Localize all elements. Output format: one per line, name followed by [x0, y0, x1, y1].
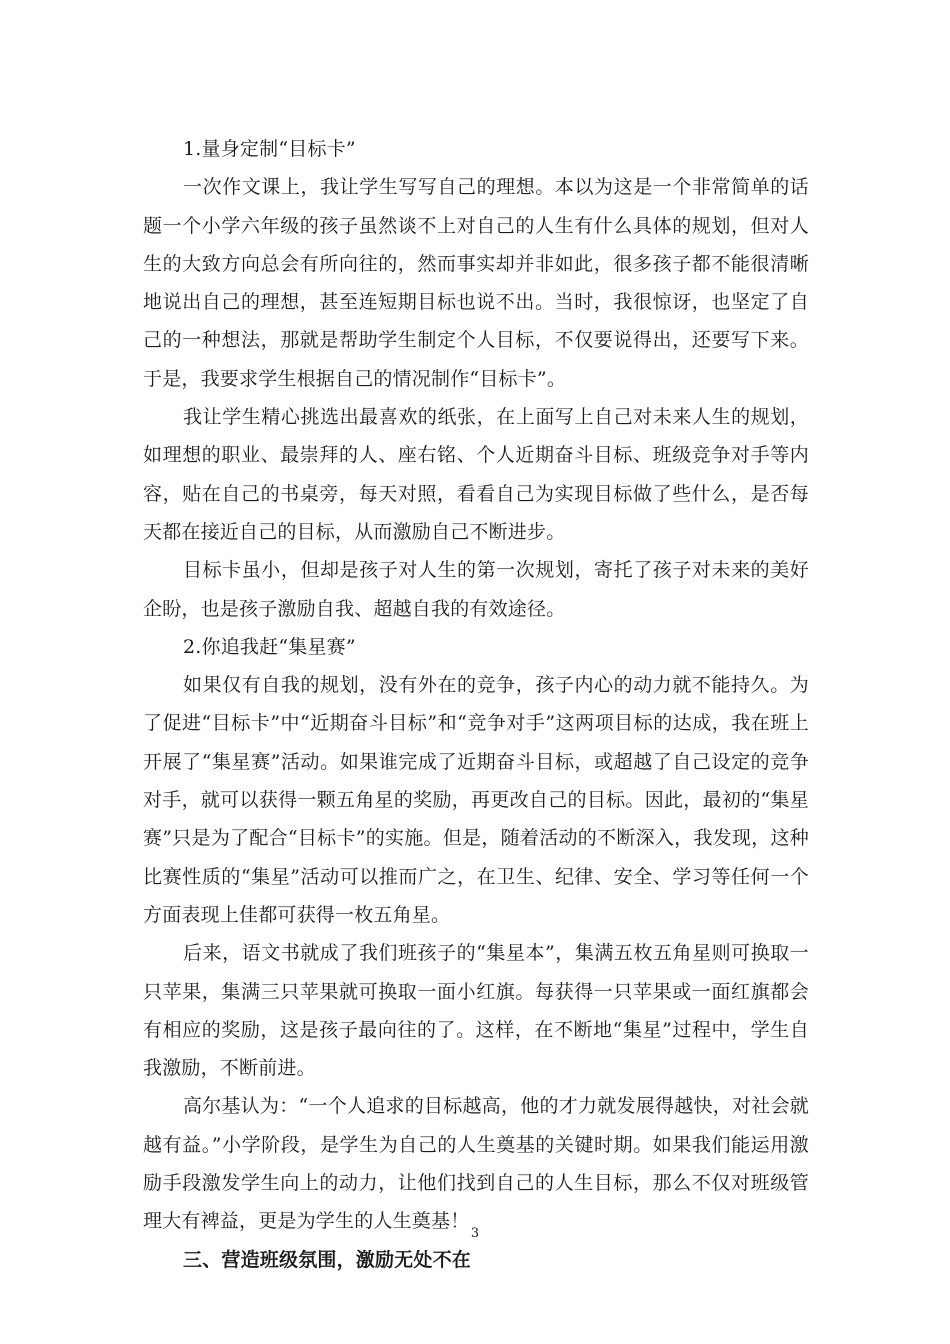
page-number: 3 [470, 1226, 480, 1241]
section-heading-class-atmosphere: 三、营造班级氛围，激励无处不在 [183, 1248, 472, 1271]
paragraph-gorky-quote: 高尔基认为：“一个人追求的目标越高，他的才力就发展得越快，对社会就越有益。”小学阶段，是学生为自己的人生奠基的关键时期。如果我们能运用激励手段激发学生向上的动力，让他们找到自己的人生目标，那么不仅对班级管理大有裨益，更是为学生的人生奠基！ [143, 1095, 809, 1233]
paragraph-competition: 如果仅有自我的规划，没有外在的竞争，孩子内心的动力就不能持久。为了促进“目标卡”中“近期奋斗目标”和“竞争对手”这两项目标的达成，我在班上开展了“集星赛”活动。如果谁完成了近期奋斗目标，或超越了自己设定的竞争对手，就可以获得一颗五角星的奖励，再更改自己的目标。因此，最初的“集星赛”只是为了配合“目标卡”的实施。但是，随着活动的不断深入，我发现，这种比赛性质的“集星”活动可以推而广之，在卫生、纪律、安全、学习等任何一个方面表现上佳都可获得一枚五角星。 [143, 674, 809, 926]
paragraph-composition-class: 一次作文课上，我让学生写写自己的理想。本以为这是一个非常简单的话题一个小学六年级的孩子虽然谈不上对自己的人生有什么具体的规划，但对人生的大致方向总会有所向往的，然而事实却并非如此，很多孩子都不能很清晰地说出自己的理想，甚至连短期目标也说不出。当时，我很惊讶，也坚定了自己的一种想法，那就是帮助学生制定个人目标，不仅要说得出，还要写下来。于是，我要求学生根据自己的情况制作“目标卡”。 [143, 176, 809, 390]
paragraph-card-content: 我让学生精心挑选出最喜欢的纸张，在上面写上自己对未来人生的规划，如理想的职业、最崇拜的人、座右铭、个人近期奋斗目标、班级竞争对手等内容，贴在自己的书桌旁，每天对照，看看自己为实现目标做了些什么，是否每天都在接近自己的目标，从而激励自己不断进步。 [143, 406, 809, 543]
subheading-target-card: 1.量身定制“目标卡” [183, 138, 356, 160]
subheading-star-contest: 2.你追我赶“集星赛” [183, 635, 356, 658]
paragraph-star-book: 后来，语文书就成了我们班孩子的“集星本”，集满五枚五角星则可换取一只苹果，集满三只苹果就可换取一面小红旗。每获得一只苹果或一面红旗都会有相应的奖励，这是孩子最向往的了。这样，在不断地“集星”过程中，学生自我激励，不断前进。 [143, 942, 809, 1080]
paragraph-card-meaning: 目标卡虽小，但却是孩子对人生的第一次规划，寄托了孩子对未来的美好企盼，也是孩子激励自我、超越自我的有效途径。 [143, 559, 809, 620]
document-body [143, 130, 809, 1279]
